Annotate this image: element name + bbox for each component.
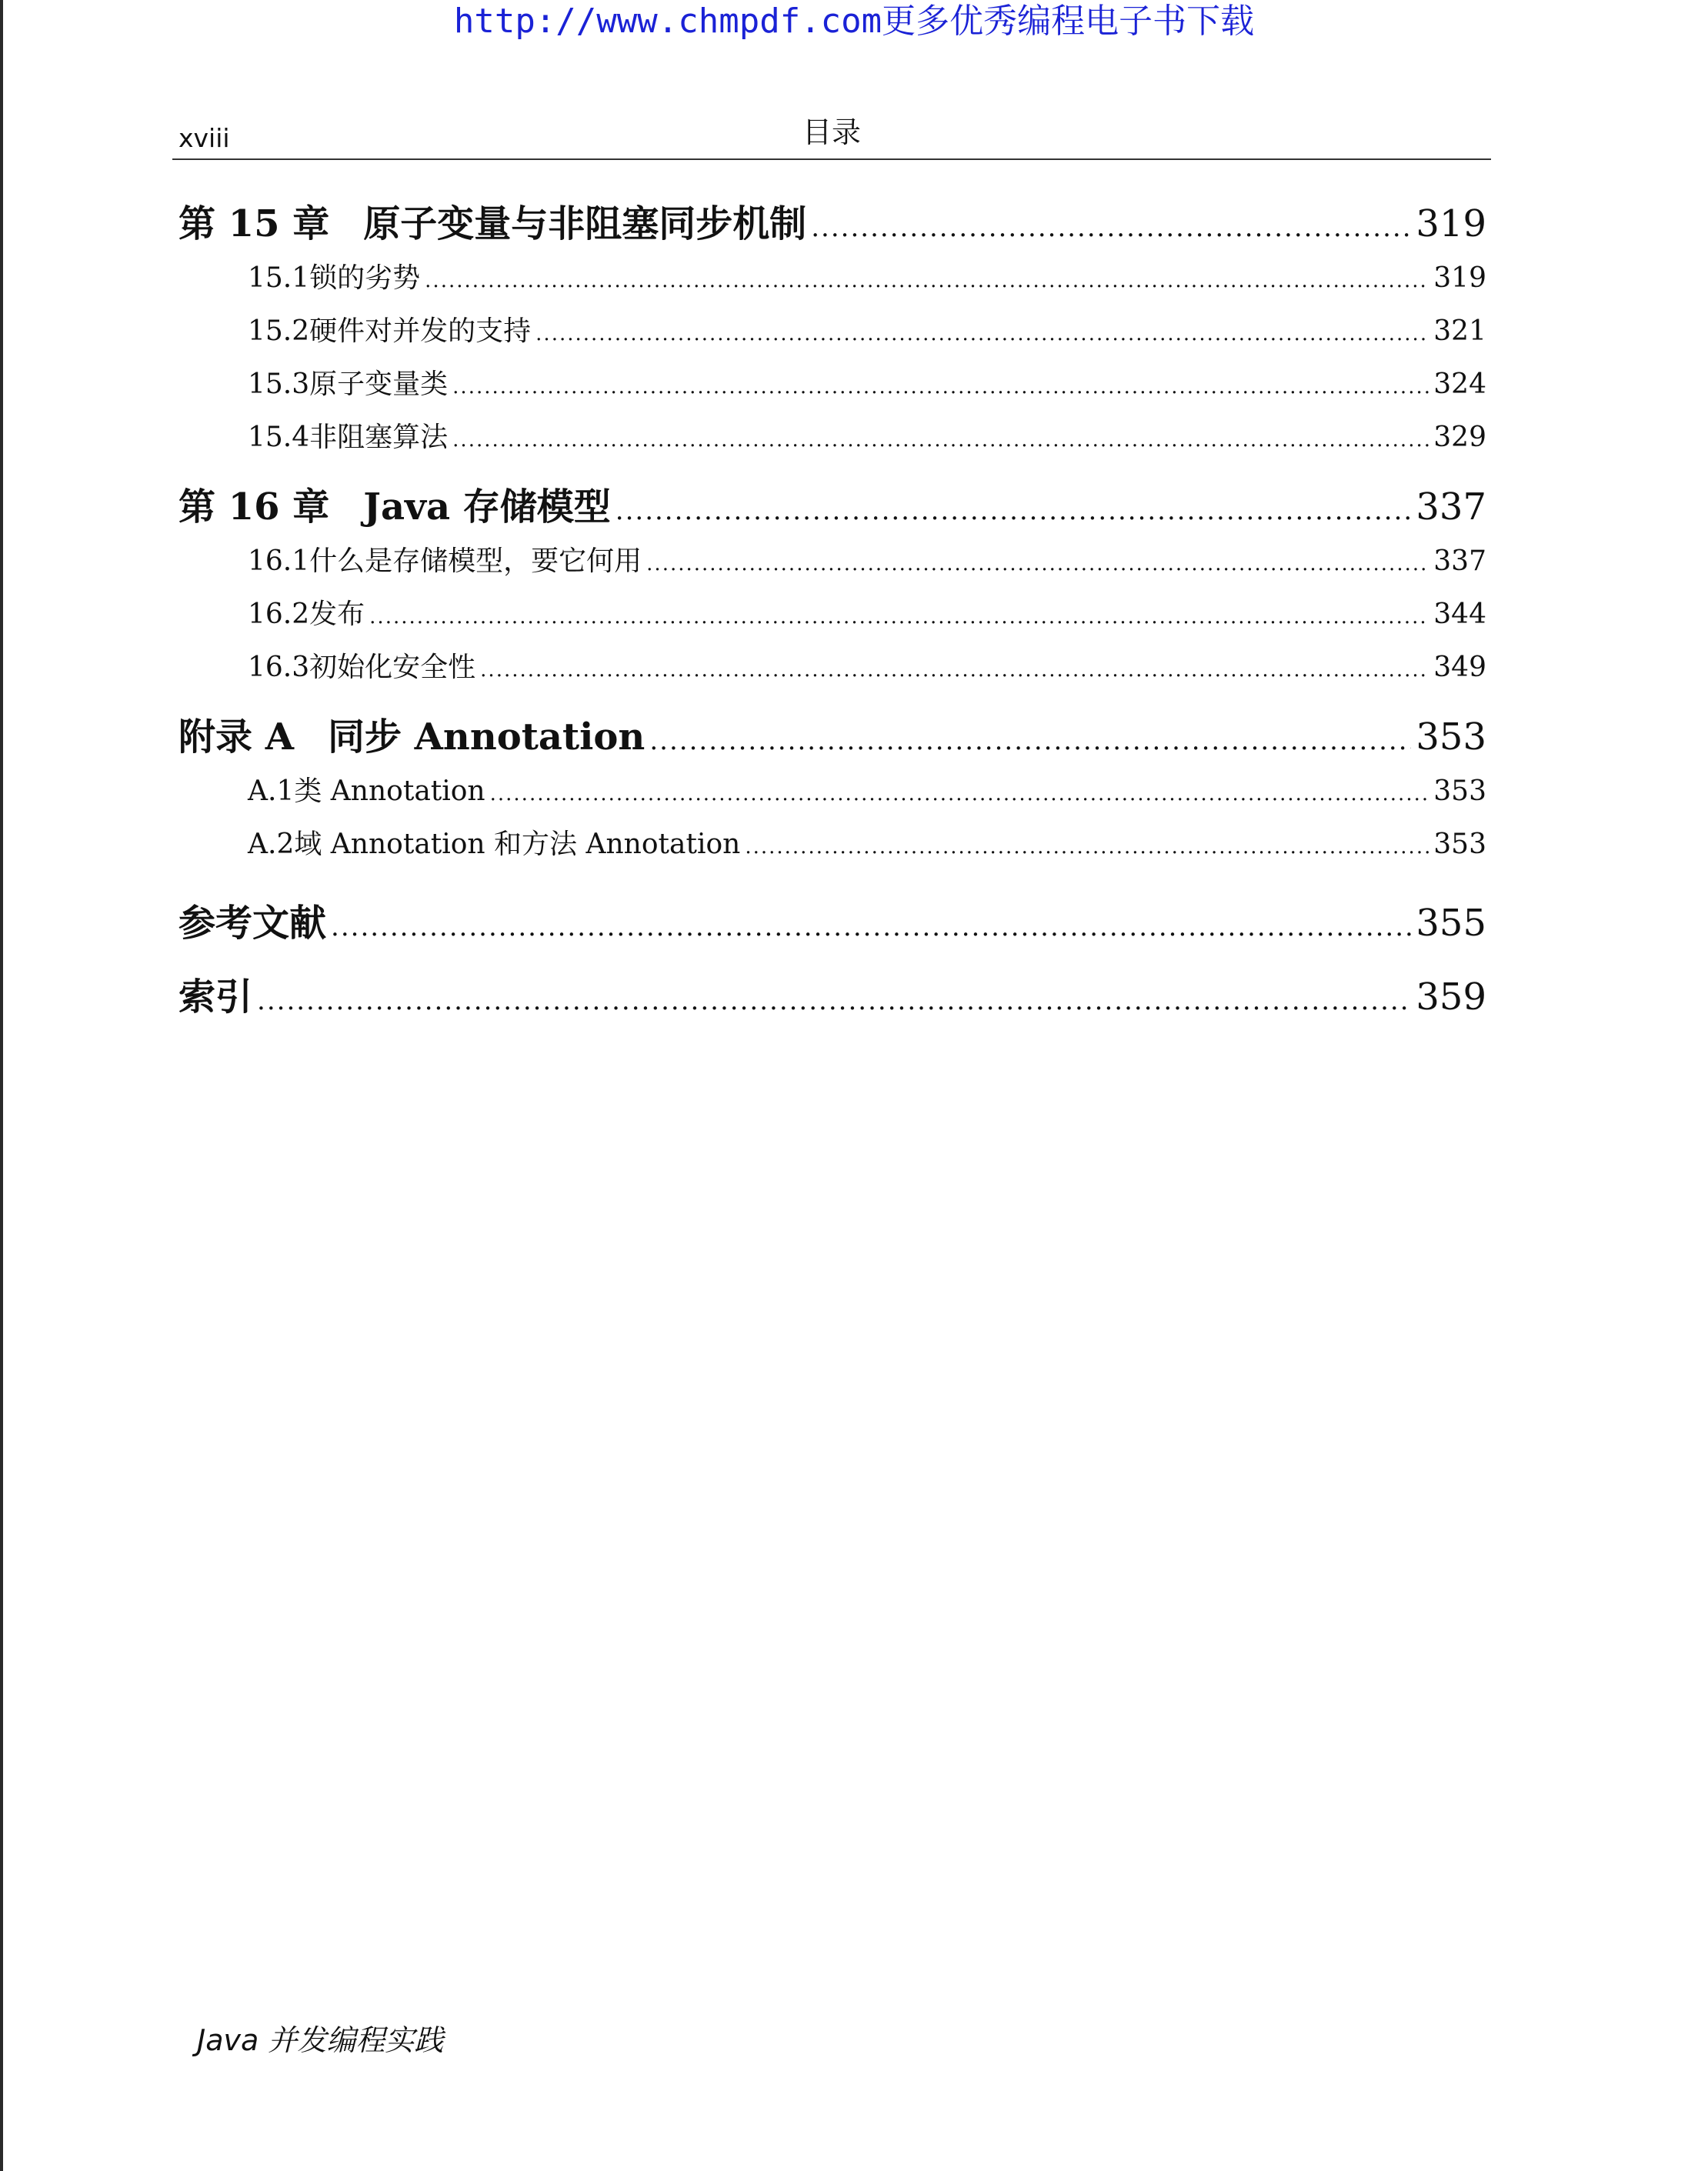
toc-section-15-4[interactable] xyxy=(178,411,1486,464)
section-page: 337 xyxy=(1433,545,1486,577)
references-title: 参考文献 xyxy=(178,902,327,945)
chapter-label: 第 16 章 xyxy=(178,485,330,529)
section-title: 发布 xyxy=(309,599,365,630)
section-page: 329 xyxy=(1433,422,1486,453)
section-number: 16.1 xyxy=(248,545,310,577)
leader-dots xyxy=(649,713,1411,769)
section-title: 锁的劣势 xyxy=(309,262,421,294)
table-of-contents xyxy=(178,196,1486,1025)
section-page: 344 xyxy=(1433,599,1486,630)
toc-section-16-1[interactable] xyxy=(178,535,1486,588)
header-title: 目录 xyxy=(802,115,861,149)
toc-section-15-3[interactable] xyxy=(178,358,1486,411)
leader-dots xyxy=(480,644,1429,697)
section-number: 15.2 xyxy=(248,315,310,347)
section-title: 初始化安全性 xyxy=(309,652,476,683)
index-page: 359 xyxy=(1416,975,1486,1019)
toc-index[interactable] xyxy=(178,969,1486,1025)
section-page: 324 xyxy=(1433,369,1486,400)
section-title: 类 Annotation xyxy=(294,775,485,807)
section-title: 非阻塞算法 xyxy=(309,422,449,453)
toc-section-15-2[interactable] xyxy=(178,305,1486,358)
toc-references[interactable] xyxy=(178,895,1486,951)
leader-dots xyxy=(425,255,1429,308)
toc-appendix-a[interactable] xyxy=(178,709,1486,765)
leader-dots xyxy=(331,899,1411,955)
section-number: A.1 xyxy=(248,775,295,807)
leader-dots xyxy=(490,768,1429,821)
leader-dots xyxy=(745,821,1429,874)
toc-chapter-16[interactable] xyxy=(178,479,1486,535)
appendix-label: 附录 A xyxy=(178,715,294,759)
section-number: A.2 xyxy=(248,829,295,860)
running-head xyxy=(172,115,1491,160)
index-title: 索引 xyxy=(178,975,253,1019)
leader-dots xyxy=(452,361,1429,414)
chapter-title: Java 存储模型 xyxy=(363,485,611,529)
section-page: 319 xyxy=(1433,262,1486,294)
section-title: 域 Annotation 和方法 Annotation xyxy=(294,829,741,860)
section-number: 16.2 xyxy=(248,599,310,630)
footer-book-title: Java 并发编程实践 xyxy=(197,2023,444,2057)
section-page: 353 xyxy=(1433,775,1486,807)
toc-section-a-2[interactable] xyxy=(178,818,1486,871)
section-number: 16.3 xyxy=(248,652,310,683)
leader-dots xyxy=(452,414,1429,467)
toc-section-15-1[interactable] xyxy=(178,252,1486,305)
references-page: 355 xyxy=(1416,902,1486,945)
chapter-title: 原子变量与非阻塞同步机制 xyxy=(363,202,807,245)
watermark-link[interactable]: http://www.chmpdf.com更多优秀编程电子书下载 xyxy=(453,2,1255,41)
chapter-page: 319 xyxy=(1416,202,1486,245)
section-number: 15.3 xyxy=(248,369,310,400)
leader-dots xyxy=(257,973,1411,1029)
section-number: 15.4 xyxy=(248,422,310,453)
section-page: 353 xyxy=(1433,829,1486,860)
section-page: 321 xyxy=(1433,315,1486,347)
toc-section-16-2[interactable] xyxy=(178,588,1486,641)
leader-dots xyxy=(535,308,1429,361)
chapter-page: 337 xyxy=(1416,485,1486,529)
appendix-title: 同步 Annotation xyxy=(327,715,646,759)
section-title: 硬件对并发的支持 xyxy=(309,315,532,347)
leader-dots xyxy=(369,591,1429,644)
page-number: xviii xyxy=(178,123,230,153)
appendix-page: 353 xyxy=(1416,715,1486,759)
leader-dots xyxy=(615,483,1412,539)
section-title: 什么是存储模型，要它何用 xyxy=(309,545,642,577)
page-left-edge xyxy=(0,0,3,2171)
chapter-label: 第 15 章 xyxy=(178,202,330,245)
toc-section-16-3[interactable] xyxy=(178,641,1486,694)
section-title: 原子变量类 xyxy=(309,369,449,400)
section-page: 349 xyxy=(1433,652,1486,683)
toc-chapter-15[interactable] xyxy=(178,196,1486,252)
leader-dots xyxy=(811,200,1411,255)
toc-section-a-1[interactable] xyxy=(178,765,1486,818)
section-number: 15.1 xyxy=(248,262,310,294)
leader-dots xyxy=(646,538,1429,591)
